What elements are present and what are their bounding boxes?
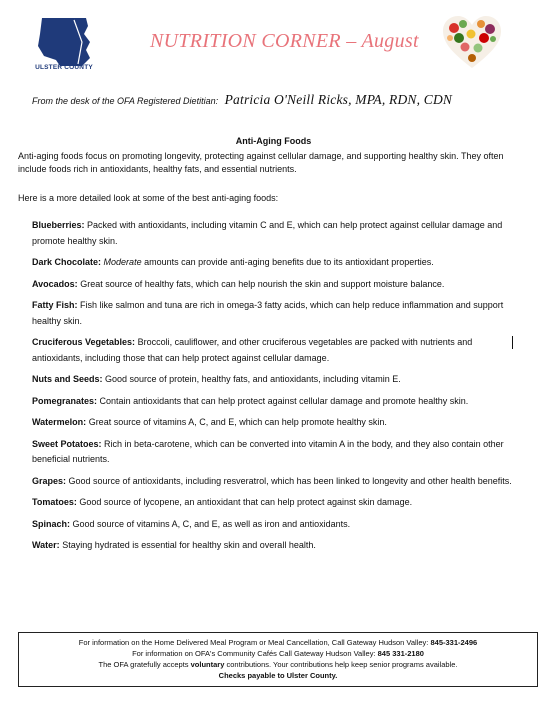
- logo-caption: ULSTER COUNTY: [35, 64, 93, 71]
- footer-line-3-bold: voluntary: [190, 660, 225, 669]
- list-item: [32, 372, 512, 388]
- footer-phone-1: 845-331-2496: [430, 638, 478, 647]
- list-item: [32, 437, 512, 468]
- list-item: [32, 298, 512, 329]
- footer-line-3: [19, 659, 537, 670]
- item-name: Cruciferous Vegetables:: [32, 337, 136, 347]
- item-text: Good source of vitamins A, C, and E, as well as iron and antioxidants.: [72, 518, 351, 529]
- list-item: [32, 495, 512, 511]
- item-name: Pomegranates:: [32, 395, 98, 406]
- item-text: Great source of healthy fats, which can help nourish the skin and support moisture balance.: [80, 278, 445, 289]
- item-name: Tomatoes:: [32, 497, 77, 507]
- list-item: [32, 394, 512, 410]
- list-item: [32, 218, 512, 249]
- item-text: Rich in beta-carotene, which can be converted into vitamin A in the body, and they also contain other beneficial nutrients.: [32, 438, 504, 464]
- footer-line-1-text: For information on the Home Delivered Meal Program or Meal Cancellation, Call Gateway Hudson Valley:: [78, 638, 429, 647]
- item-text: Great source of vitamins A, C, and E, which can help promote healthy skin.: [88, 417, 387, 427]
- list-item: [32, 517, 512, 533]
- fruit-heart-icon: [441, 14, 503, 70]
- footer-checks-note: Checks payable to Ulster County.: [218, 671, 338, 680]
- footer-line-3-pre: The OFA gratefully accepts: [98, 660, 189, 669]
- item-name: Grapes:: [32, 475, 67, 486]
- item-name: Watermelon:: [32, 417, 87, 427]
- item-name: Blueberries:: [32, 220, 85, 230]
- list-item: [32, 335, 512, 366]
- item-emphasis: Moderate: [103, 257, 142, 267]
- article-title: Anti-Aging Foods: [235, 136, 312, 146]
- item-text: Good source of lycopene, an antioxidant that can help protect against skin damage.: [79, 497, 413, 507]
- footer-line-1: [19, 637, 537, 648]
- item-text: Packed with antioxidants, including vitamin C and E, which can help protect against cellular damage and promote healthy skin.: [32, 220, 503, 246]
- item-text: Contain antioxidants that can help protect against cellular damage and promote healthy skin.: [99, 395, 469, 406]
- item-name: Sweet Potatoes:: [32, 438, 102, 449]
- item-name: Dark Chocolate:: [32, 257, 102, 267]
- page-title: NUTRITION CORNER – August: [150, 30, 419, 52]
- footer-line-2: [19, 648, 537, 659]
- list-item: [32, 538, 512, 554]
- list-item: [32, 415, 512, 431]
- item-text: Good source of antioxidants, including resveratrol, which has been linked to longevity and other health benefits.: [68, 475, 512, 486]
- footer-line-3-post: contributions. Your contributions help keep senior programs available.: [226, 660, 458, 669]
- list-item: [32, 474, 512, 490]
- item-text: Good source of protein, healthy fats, and antioxidants, including vitamin E.: [105, 374, 401, 384]
- item-name: Water:: [32, 540, 60, 550]
- item-name: Avocados:: [32, 278, 78, 289]
- desk-line: [32, 92, 452, 108]
- footer-line-4: [19, 670, 537, 681]
- desk-prefix: From the desk of the OFA Registered Dietitian:: [32, 96, 219, 106]
- footer-box: [18, 632, 538, 687]
- text-cursor: [512, 336, 513, 349]
- article-lead: Here is a more detailed look at some of the best anti-aging foods:: [18, 193, 279, 203]
- footer-phone-2: 845 331-2180: [377, 649, 424, 658]
- item-text: Staying hydrated is essential for healthy skin and overall health.: [62, 540, 316, 550]
- item-name: Spinach:: [32, 518, 71, 529]
- list-item: [32, 255, 512, 271]
- food-list: [32, 218, 512, 560]
- item-text: Fish like salmon and tuna are rich in omega-3 fatty acids, which can help reduce inflammation and support healthy skin.: [32, 300, 504, 326]
- footer-line-2-text: For information on OFA's Community Cafés Call Gateway Hudson Valley:: [132, 649, 376, 658]
- dietitian-name: Patricia O'Neill Ricks, MPA, RDN, CDN: [224, 92, 453, 107]
- item-name: Nuts and Seeds:: [32, 374, 103, 384]
- item-text: Broccoli, cauliflower, and other cruciferous vegetables are packed with nutrients and antioxidants, including those that can help protect against cellular damage.: [32, 337, 473, 363]
- article-intro: Anti-aging foods focus on promoting longevity, protecting against cellular damage, and supporting healthy skin. They often include foods rich in antioxidants, healthy fats, and essential nutrients.: [18, 151, 504, 174]
- list-item: [32, 277, 512, 293]
- item-name: Fatty Fish:: [32, 300, 78, 310]
- item-text: amounts can provide anti-aging benefits due to its antioxidant properties.: [144, 257, 434, 267]
